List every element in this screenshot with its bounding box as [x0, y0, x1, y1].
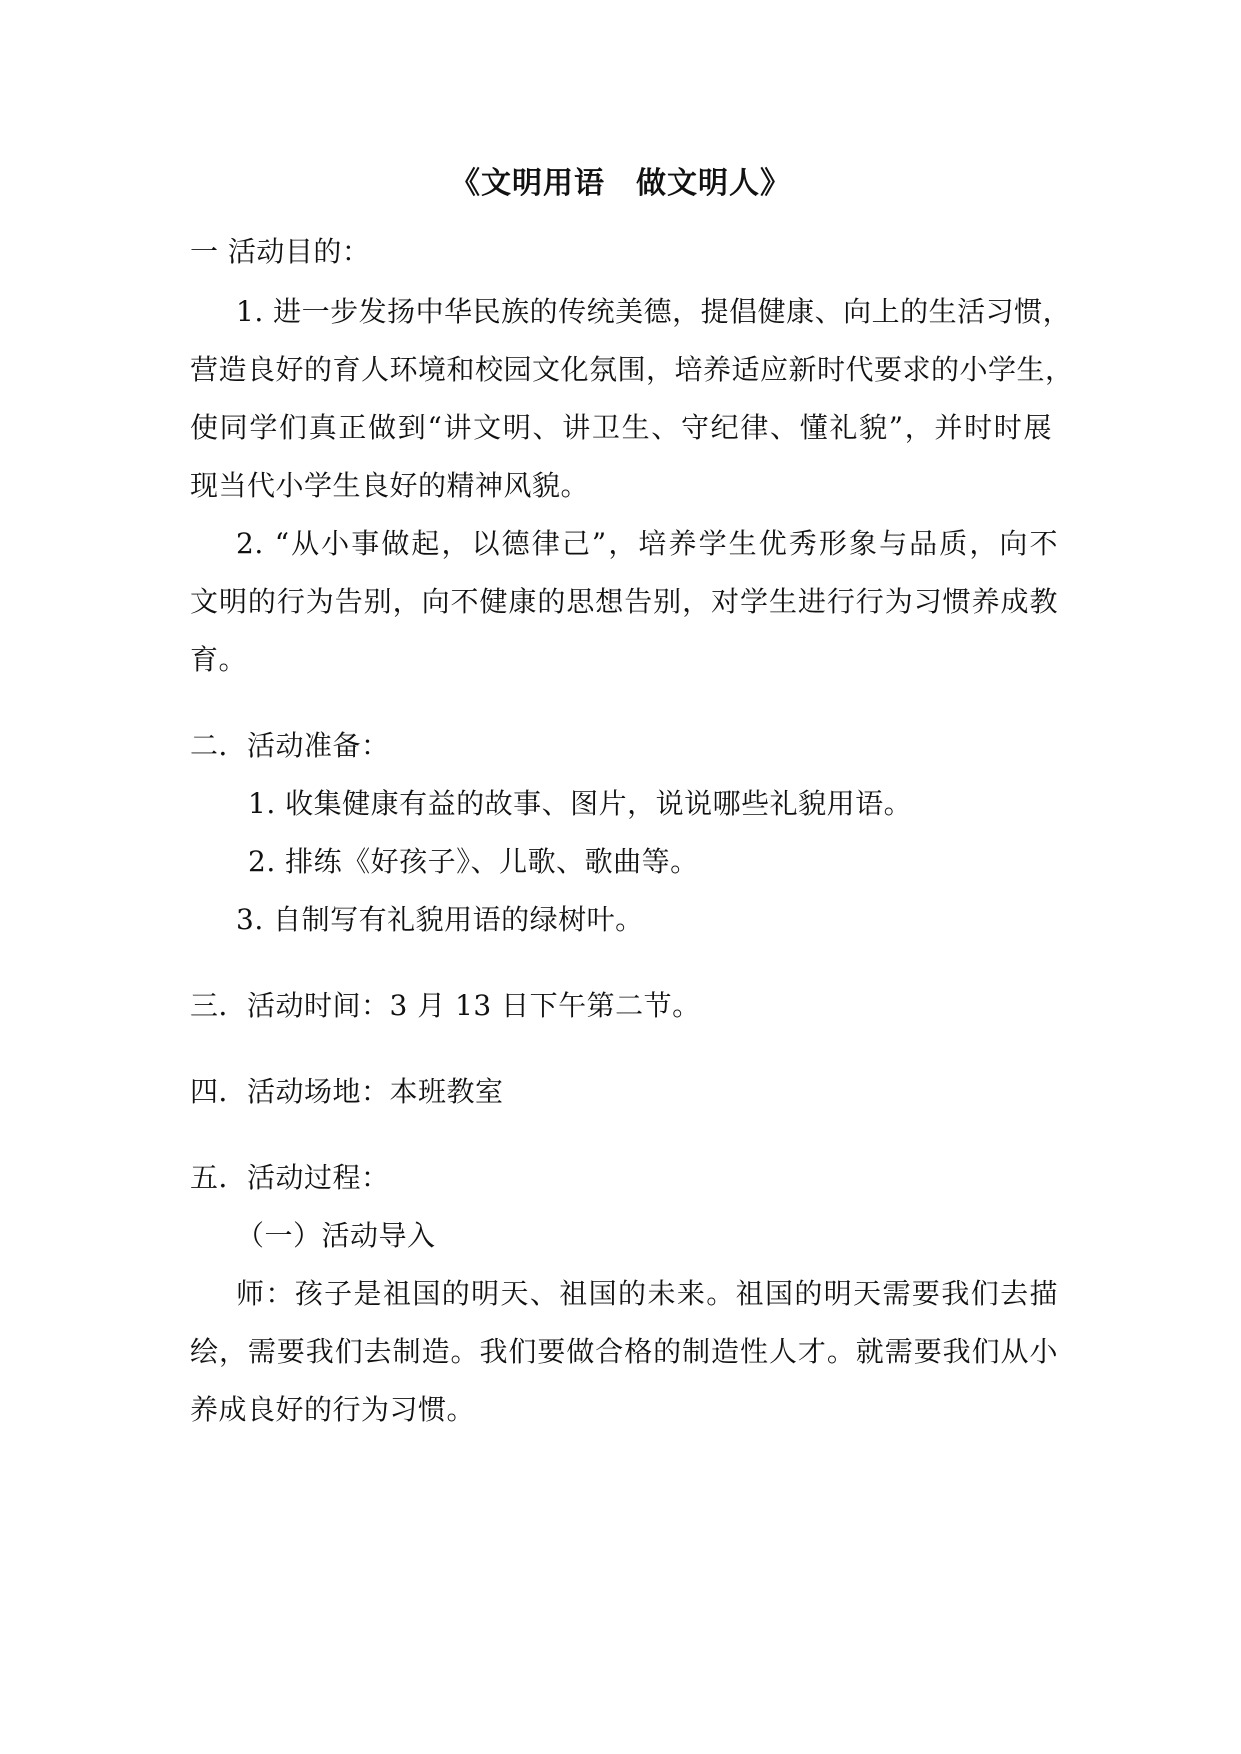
preparation-item-3: 3. 自制写有礼貌用语的绿树叶。 [236, 903, 644, 936]
purpose-item2-line2: 文明的行为告别，向不健康的思想告别，对学生进行行为习惯养成教 [190, 585, 1058, 618]
purpose-item1-line3: 使同学们真正做到“讲文明、讲卫生、守纪律、懂礼貌”，并时时展 [190, 411, 1052, 444]
purpose-item2-line3: 育。 [190, 643, 248, 676]
preparation-item-1: 1. 收集健康有益的故事、图片，说说哪些礼貌用语。 [248, 787, 913, 820]
purpose-heading: 一 活动目的： [190, 235, 371, 268]
purpose-item1-line2: 营造良好的育人环境和校园文化氛围，培养适应新时代要求的小学生， [190, 353, 1074, 386]
activity-venue: 四．活动场地：本班教室 [190, 1075, 504, 1108]
process-heading: 五．活动过程： [190, 1161, 390, 1194]
process-paragraph-line1: 师：孩子是祖国的明天、祖国的未来。祖国的明天需要我们去描 [236, 1277, 1058, 1310]
process-paragraph-line2: 绘，需要我们去制造。我们要做合格的制造性人才。就需要我们从小 [190, 1335, 1058, 1368]
activity-time: 三．活动时间：3 月 13 日下午第二节。 [190, 989, 701, 1022]
purpose-item1-line4: 现当代小学生良好的精神风貌。 [190, 469, 590, 502]
preparation-heading: 二．活动准备： [190, 729, 390, 762]
purpose-item2-line1: 2. “从小事做起，以德律己”，培养学生优秀形象与品质，向不 [236, 527, 1058, 560]
process-paragraph-line3: 养成良好的行为习惯。 [190, 1393, 476, 1426]
page-title: 《文明用语 做文明人》 [450, 166, 791, 201]
preparation-item-2: 2. 排练《好孩子》、儿歌、歌曲等。 [248, 845, 699, 878]
purpose-item1-line1: 1. 进一步发扬中华民族的传统美德，提倡健康、向上的生活习惯， [236, 295, 1072, 328]
process-subheading: （一）活动导入 [236, 1219, 436, 1252]
